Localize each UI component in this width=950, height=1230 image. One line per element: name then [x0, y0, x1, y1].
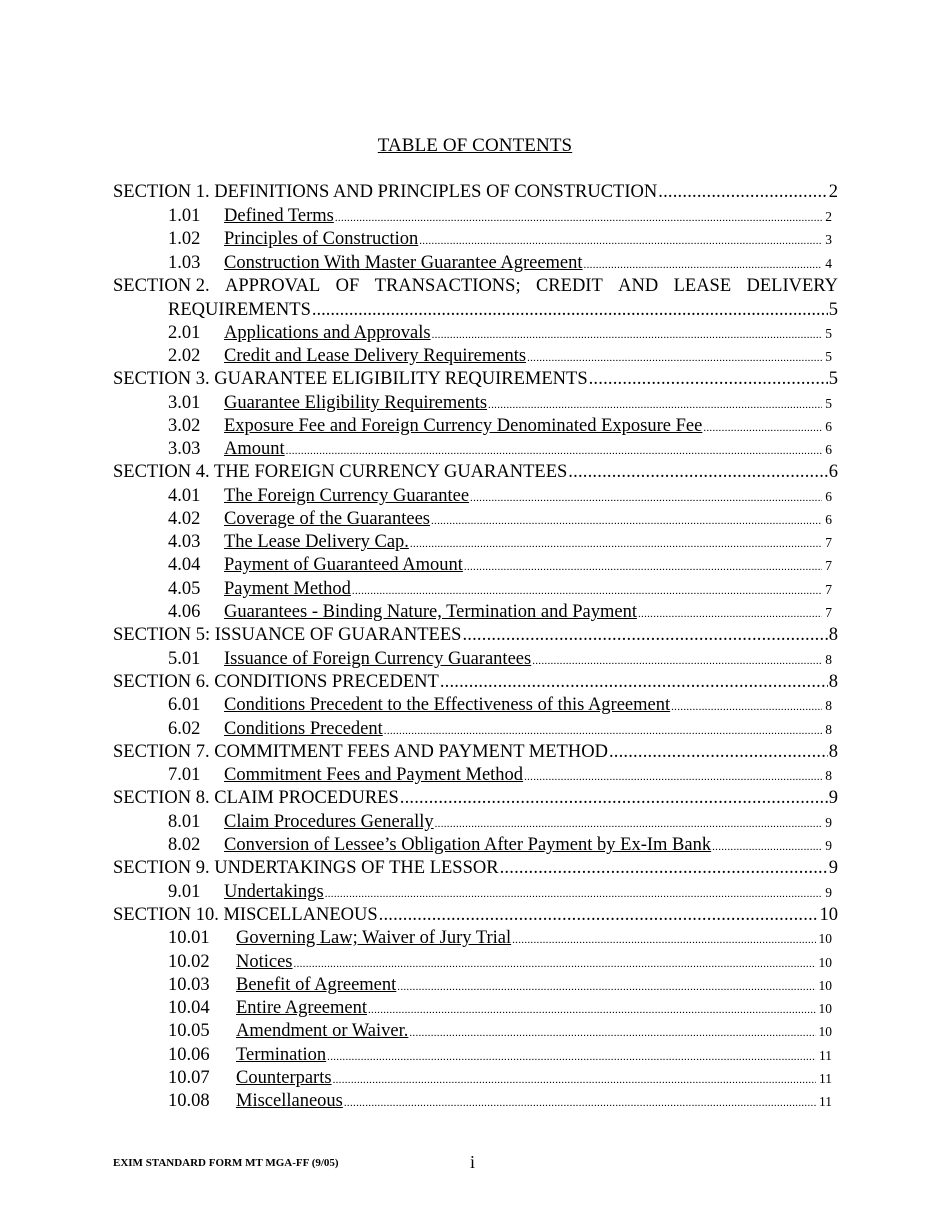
toc-entry-1-01[interactable] [168, 206, 832, 230]
entry-label[interactable]: Miscellaneous [236, 1091, 343, 1111]
toc-entry-10-03[interactable] [168, 975, 832, 999]
leader-dots [325, 888, 823, 900]
page-ref: 10 [818, 978, 832, 993]
page-ref: 7 [825, 582, 832, 597]
entry-label[interactable]: Conversion of Lessee’s Obligation After Payment by Ex-Im Bank [224, 835, 712, 855]
toc-section-3[interactable] [113, 369, 838, 393]
entry-label[interactable]: Entire Agreement [236, 998, 367, 1018]
section-2-word: LEASE [673, 276, 732, 296]
toc-section-7[interactable] [113, 742, 838, 766]
page-ref: 5 [825, 349, 832, 364]
leader-dots [379, 905, 819, 926]
entry-number: 8.01 [168, 812, 201, 832]
leader-dots [384, 725, 822, 737]
leader-dots [488, 399, 822, 411]
leader-dots [703, 422, 822, 434]
entry-label[interactable]: Credit and Lease Delivery Requirements [224, 346, 527, 366]
page-ref: 2 [828, 182, 838, 202]
entry-number: 10.05 [168, 1021, 210, 1041]
section-label: SECTION 9. UNDERTAKINGS OF THE LESSOR [113, 858, 499, 878]
leader-dots [512, 934, 815, 946]
toc-entry-10-02[interactable] [168, 952, 832, 976]
leader-dots [368, 1004, 816, 1016]
toc-entry-2-02[interactable] [168, 346, 832, 370]
toc-entry-8-02[interactable] [168, 835, 832, 859]
entry-number: 10.07 [168, 1068, 210, 1088]
entry-number: 1.03 [168, 253, 201, 273]
entry-number: 3.02 [168, 416, 201, 436]
toc-entry-10-05[interactable] [168, 1021, 832, 1045]
page-ref: 11 [819, 1048, 832, 1063]
toc-entry-10-01[interactable] [168, 928, 832, 952]
section-2-word: TRANSACTIONS; [374, 276, 521, 296]
page-ref: 6 [828, 462, 838, 482]
toc-entry-10-07[interactable] [168, 1068, 832, 1092]
entry-number: 2.02 [168, 346, 201, 366]
entry-label[interactable]: Claim Procedures Generally [224, 812, 434, 832]
page-ref: 5 [825, 326, 832, 341]
page-ref: 9 [825, 815, 832, 830]
section-label: SECTION 10. MISCELLANEOUS [113, 905, 378, 925]
section-label: SECTION 1. DEFINITIONS AND PRINCIPLES OF CONSTRUCTION [113, 182, 658, 202]
toc-entry-2-01[interactable] [168, 323, 832, 347]
page-ref: 8 [825, 722, 832, 737]
entry-number: 1.01 [168, 206, 201, 226]
page-ref: 6 [825, 489, 832, 504]
entry-label[interactable]: Counterparts [236, 1068, 332, 1088]
toc-entry-9-01[interactable] [168, 882, 832, 906]
page-ref: 3 [825, 232, 832, 247]
entry-number: 4.03 [168, 532, 201, 552]
toc-section-10[interactable] [113, 905, 838, 929]
page-ref: 8 [825, 698, 832, 713]
page-title: TABLE OF CONTENTS [377, 135, 573, 156]
entry-number: 4.06 [168, 602, 201, 622]
entry-number: 6.02 [168, 719, 201, 739]
section-label: SECTION 5: ISSUANCE OF GUARANTEES [113, 625, 462, 645]
page-ref: 2 [825, 209, 832, 224]
toc-entry-6-02[interactable] [168, 719, 832, 743]
page-ref: 6 [825, 512, 832, 527]
leader-dots [327, 1051, 816, 1063]
page-ref: 9 [828, 858, 838, 878]
entry-label[interactable]: Principles of Construction [224, 229, 419, 249]
leader-dots [671, 701, 822, 713]
page-ref: 6 [825, 419, 832, 434]
entry-label[interactable]: Amendment or Waiver. [236, 1021, 409, 1041]
leader-dots [589, 369, 828, 390]
entry-number: 4.02 [168, 509, 201, 529]
leader-dots [397, 981, 815, 993]
page-ref: 10 [818, 1024, 832, 1039]
toc-entry-10-08[interactable] [168, 1091, 832, 1115]
leader-dots [500, 858, 828, 879]
entry-label[interactable]: Construction With Master Guarantee Agreement [224, 253, 583, 273]
leader-dots [464, 561, 822, 573]
leader-dots [712, 841, 822, 853]
leader-dots [294, 958, 816, 970]
entry-label[interactable]: Benefit of Agreement [236, 975, 397, 995]
leader-dots [419, 235, 822, 247]
entry-number: 10.06 [168, 1045, 210, 1065]
page-ref: 5 [825, 396, 832, 411]
leader-dots [440, 672, 828, 693]
section-2-line-2 [168, 300, 838, 324]
toc-entry-1-02[interactable] [168, 229, 832, 253]
page-ref: 10 [818, 955, 832, 970]
leader-dots [312, 300, 828, 321]
leader-dots [352, 585, 822, 597]
entry-label[interactable]: Payment Method [224, 579, 351, 599]
page-ref: 10 [819, 905, 838, 925]
entry-label[interactable]: Defined Terms [224, 206, 334, 226]
entry-number: 6.01 [168, 695, 201, 715]
page-ref: 8 [825, 768, 832, 783]
toc-entry-1-03[interactable] [168, 253, 832, 277]
section-label: SECTION 4. THE FOREIGN CURRENCY GUARANTEES [113, 462, 568, 482]
section-2-word: APPROVAL [224, 276, 321, 296]
entry-number: 4.01 [168, 486, 201, 506]
section-2-word: DELIVERY [746, 276, 838, 296]
entry-label[interactable]: Termination [236, 1045, 327, 1065]
toc-entry-3-03[interactable] [168, 439, 832, 463]
footer-form-id: EXIM STANDARD FORM MT MGA-FF (9/05) [113, 1157, 339, 1169]
toc-entry-3-01[interactable] [168, 393, 832, 417]
page-ref: 7 [825, 558, 832, 573]
section-2-word: OF [335, 276, 360, 296]
entry-number: 2.01 [168, 323, 201, 343]
page-ref: 11 [819, 1071, 832, 1086]
toc-entry-4-05[interactable] [168, 579, 832, 603]
entry-number: 10.01 [168, 928, 210, 948]
page-ref: 8 [828, 742, 838, 762]
leader-dots [400, 788, 828, 809]
toc-entry-4-04[interactable] [168, 555, 832, 579]
leader-dots [409, 1027, 815, 1039]
entry-label[interactable]: Conditions Precedent to the Effectiveness of this Agreement [224, 695, 671, 715]
leader-dots [527, 352, 822, 364]
leader-dots [286, 445, 823, 457]
entry-label[interactable]: Commitment Fees and Payment Method [224, 765, 524, 785]
entry-label[interactable]: Notices [236, 952, 293, 972]
entry-number: 5.01 [168, 649, 201, 669]
leader-dots [432, 329, 823, 341]
leader-dots [344, 1097, 816, 1109]
entry-label[interactable]: Payment of Guaranteed Amount [224, 555, 463, 575]
toc-entry-4-06[interactable] [168, 602, 832, 626]
entry-label[interactable]: Guarantees - Binding Nature, Termination and Payment [224, 602, 637, 622]
toc-entry-10-04[interactable] [168, 998, 832, 1022]
page-ref: 8 [825, 652, 832, 667]
section-label: REQUIREMENTS [168, 300, 311, 320]
entry-number: 3.03 [168, 439, 201, 459]
toc-section-6[interactable] [113, 672, 838, 696]
entry-number: 10.03 [168, 975, 210, 995]
entry-number: 9.01 [168, 882, 201, 902]
leader-dots [524, 771, 822, 783]
leader-dots [609, 742, 828, 763]
page-ref: 10 [818, 931, 832, 946]
toc-entry-4-01[interactable] [168, 486, 832, 510]
page-ref: 8 [828, 672, 838, 692]
leader-dots [470, 492, 822, 504]
entry-label[interactable]: Applications and Approvals [224, 323, 431, 343]
entry-number: 4.05 [168, 579, 201, 599]
page-ref: 10 [818, 1001, 832, 1016]
leader-dots [584, 259, 823, 271]
section-2-word: AND [618, 276, 659, 296]
leader-dots [658, 182, 828, 203]
entry-number: 1.02 [168, 229, 201, 249]
page-ref: 8 [828, 625, 838, 645]
entry-number: 7.01 [168, 765, 201, 785]
section-label: SECTION 7. COMMITMENT FEES AND PAYMENT METHOD [113, 742, 608, 762]
entry-number: 10.02 [168, 952, 210, 972]
section-2-line-1 [113, 276, 838, 300]
section-label: SECTION 8. CLAIM PROCEDURES [113, 788, 399, 808]
toc-section-9[interactable] [113, 858, 838, 882]
leader-dots [435, 818, 823, 830]
toc-section-4[interactable] [113, 462, 838, 486]
entry-label[interactable]: Conditions Precedent [224, 719, 383, 739]
entry-label[interactable]: Guarantee Eligibility Requirements [224, 393, 488, 413]
entry-label[interactable]: Amount [224, 439, 285, 459]
leader-dots [333, 1074, 816, 1086]
entry-label[interactable]: Undertakings [224, 882, 324, 902]
toc-section-8[interactable] [113, 788, 838, 812]
leader-dots [638, 608, 822, 620]
page-ref: 5 [828, 300, 838, 320]
entry-label[interactable]: Issuance of Foreign Currency Guarantees [224, 649, 532, 669]
toc-entry-6-01[interactable] [168, 695, 832, 719]
toc-entry-8-01[interactable] [168, 812, 832, 836]
page-ref: 4 [825, 256, 832, 271]
page-ref: 6 [825, 442, 832, 457]
page-ref: 7 [825, 605, 832, 620]
entry-number: 3.01 [168, 393, 201, 413]
toc-entry-5-01[interactable] [168, 649, 832, 673]
section-2-word: SECTION 2. [113, 276, 210, 296]
leader-dots [335, 212, 822, 224]
entry-label[interactable]: The Foreign Currency Guarantee [224, 486, 470, 506]
toc-entry-4-03[interactable] [168, 532, 832, 556]
page-ref: 7 [825, 535, 832, 550]
leader-dots [568, 462, 827, 483]
entry-number: 10.08 [168, 1091, 210, 1111]
footer-page-number: i [470, 1152, 476, 1172]
toc-section-2[interactable] [113, 276, 838, 324]
page-ref: 9 [828, 788, 838, 808]
entry-label[interactable]: Coverage of the Guarantees [224, 509, 430, 529]
toc-entry-4-02[interactable] [168, 509, 832, 533]
leader-dots [532, 655, 822, 667]
toc-entry-10-06[interactable] [168, 1045, 832, 1069]
entry-label[interactable]: The Lease Delivery Cap. [224, 532, 409, 552]
toc-entry-7-01[interactable] [168, 765, 832, 789]
section-2-word: CREDIT [535, 276, 603, 296]
leader-dots [431, 515, 822, 527]
section-label: SECTION 6. CONDITIONS PRECEDENT [113, 672, 439, 692]
toc-section-5[interactable] [113, 625, 838, 649]
page-ref: 9 [825, 838, 832, 853]
leader-dots [410, 538, 822, 550]
entry-number: 4.04 [168, 555, 201, 575]
entry-number: 10.04 [168, 998, 210, 1018]
page-ref: 5 [828, 369, 838, 389]
page-ref: 11 [819, 1094, 832, 1109]
leader-dots [462, 625, 827, 646]
toc-section-1[interactable] [113, 182, 838, 206]
page-ref: 9 [825, 885, 832, 900]
entry-label[interactable]: Exposure Fee and Foreign Currency Denominated Exposure Fee [224, 416, 703, 436]
section-label: SECTION 3. GUARANTEE ELIGIBILITY REQUIREMENTS [113, 369, 588, 389]
entry-label[interactable]: Governing Law; Waiver of Jury Trial [236, 928, 512, 948]
toc-entry-3-02[interactable] [168, 416, 832, 440]
entry-number: 8.02 [168, 835, 201, 855]
